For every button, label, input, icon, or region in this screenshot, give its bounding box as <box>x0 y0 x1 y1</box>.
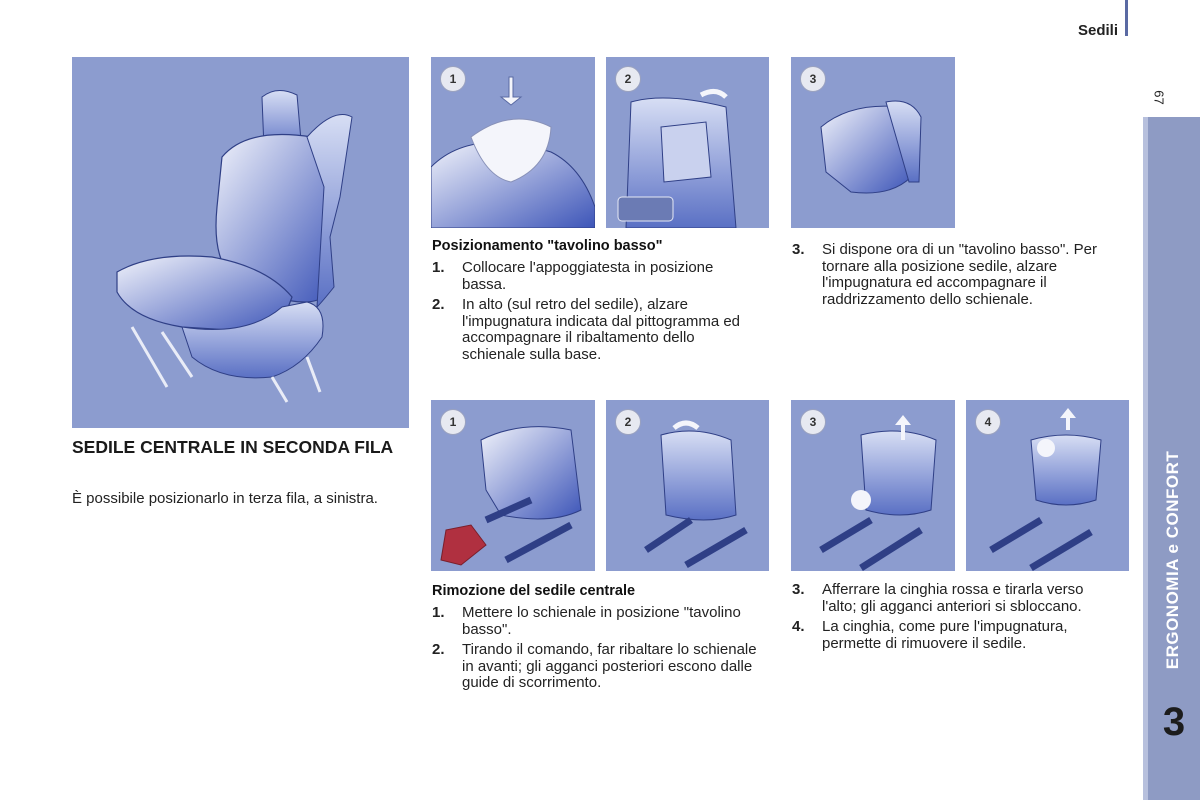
step-number: 4. <box>792 618 805 635</box>
list-item <box>432 260 757 293</box>
step-number: 2. <box>432 641 445 658</box>
header-accent-bar <box>1125 0 1128 36</box>
step-image-removal-3 <box>791 400 955 571</box>
step-number: 1. <box>432 259 445 276</box>
list-item <box>792 619 1122 652</box>
list-item <box>792 242 1122 308</box>
step-image-removal-4 <box>966 400 1129 571</box>
list-item <box>432 297 757 363</box>
step-text: Si dispone ora di un "tavolino basso". Per tornare alla posizione sedile, alzare l'impugnatura ed accompagnare il raddrizzamento dello schienale. <box>822 241 1097 308</box>
step-badge: 2 <box>615 409 641 435</box>
step-text: Afferrare la cinghia rossa e tirarla verso l'alto; gli agganci anteriori si sbloccano. <box>822 581 1084 615</box>
step-number: 1. <box>432 604 445 621</box>
step-badge: 3 <box>800 409 826 435</box>
step-image-low-table-3 <box>791 57 955 228</box>
section-title: Sedili <box>1077 22 1118 39</box>
step-badge: 1 <box>440 66 466 92</box>
step-number: 3. <box>792 581 805 598</box>
step-image-low-table-2 <box>606 57 769 228</box>
seat-drawing <box>72 57 409 428</box>
page-number: 67 <box>1151 90 1167 105</box>
step-image-removal-2 <box>606 400 769 571</box>
removal-heading: Rimozione del sedile centrale <box>432 583 636 599</box>
step-badge: 2 <box>615 66 641 92</box>
step-badge: 1 <box>440 409 466 435</box>
list-item <box>792 582 1122 615</box>
step-text: La cinghia, come pure l'impugnatura, permette di rimuovere il sedile. <box>822 618 1068 652</box>
low-table-steps-cont <box>792 242 1122 312</box>
step-text: Tirando il comando, far ribaltare lo schienale in avanti; gli agganci posteriori escono dalle guide di scorrimento. <box>462 641 757 691</box>
low-table-heading: Posizionamento "tavolino basso" <box>432 238 663 254</box>
step-image-low-table-1 <box>431 57 595 228</box>
chapter-number: 3 <box>1162 700 1186 744</box>
step-number: 2. <box>432 296 445 313</box>
low-table-steps <box>432 260 757 367</box>
chapter-label: ERGONOMIA e CONFORT <box>1163 450 1182 670</box>
removal-steps-cont <box>792 582 1122 656</box>
step-image-removal-1 <box>431 400 595 571</box>
step-text: Collocare l'appoggiatesta in posizione bassa. <box>462 259 714 293</box>
step-text: In alto (sul retro del sedile), alzare l'impugnatura indicata dal pittogramma ed accompagnare il ribaltamento dello schienale sulla base. <box>462 296 741 363</box>
list-item <box>432 642 757 692</box>
list-item <box>432 605 757 638</box>
step-number: 3. <box>792 241 805 258</box>
step-text: Mettere lo schienale in posizione "tavolino basso". <box>462 604 741 638</box>
step-badge: 4 <box>975 409 1001 435</box>
page-heading: SEDILE CENTRALE IN SECONDA FILA <box>72 437 394 457</box>
intro-text: È possibile posizionarlo in terza fila, a sinistra. <box>72 490 378 507</box>
step-badge: 3 <box>800 66 826 92</box>
seat-illustration <box>72 57 409 428</box>
removal-steps <box>432 605 757 696</box>
